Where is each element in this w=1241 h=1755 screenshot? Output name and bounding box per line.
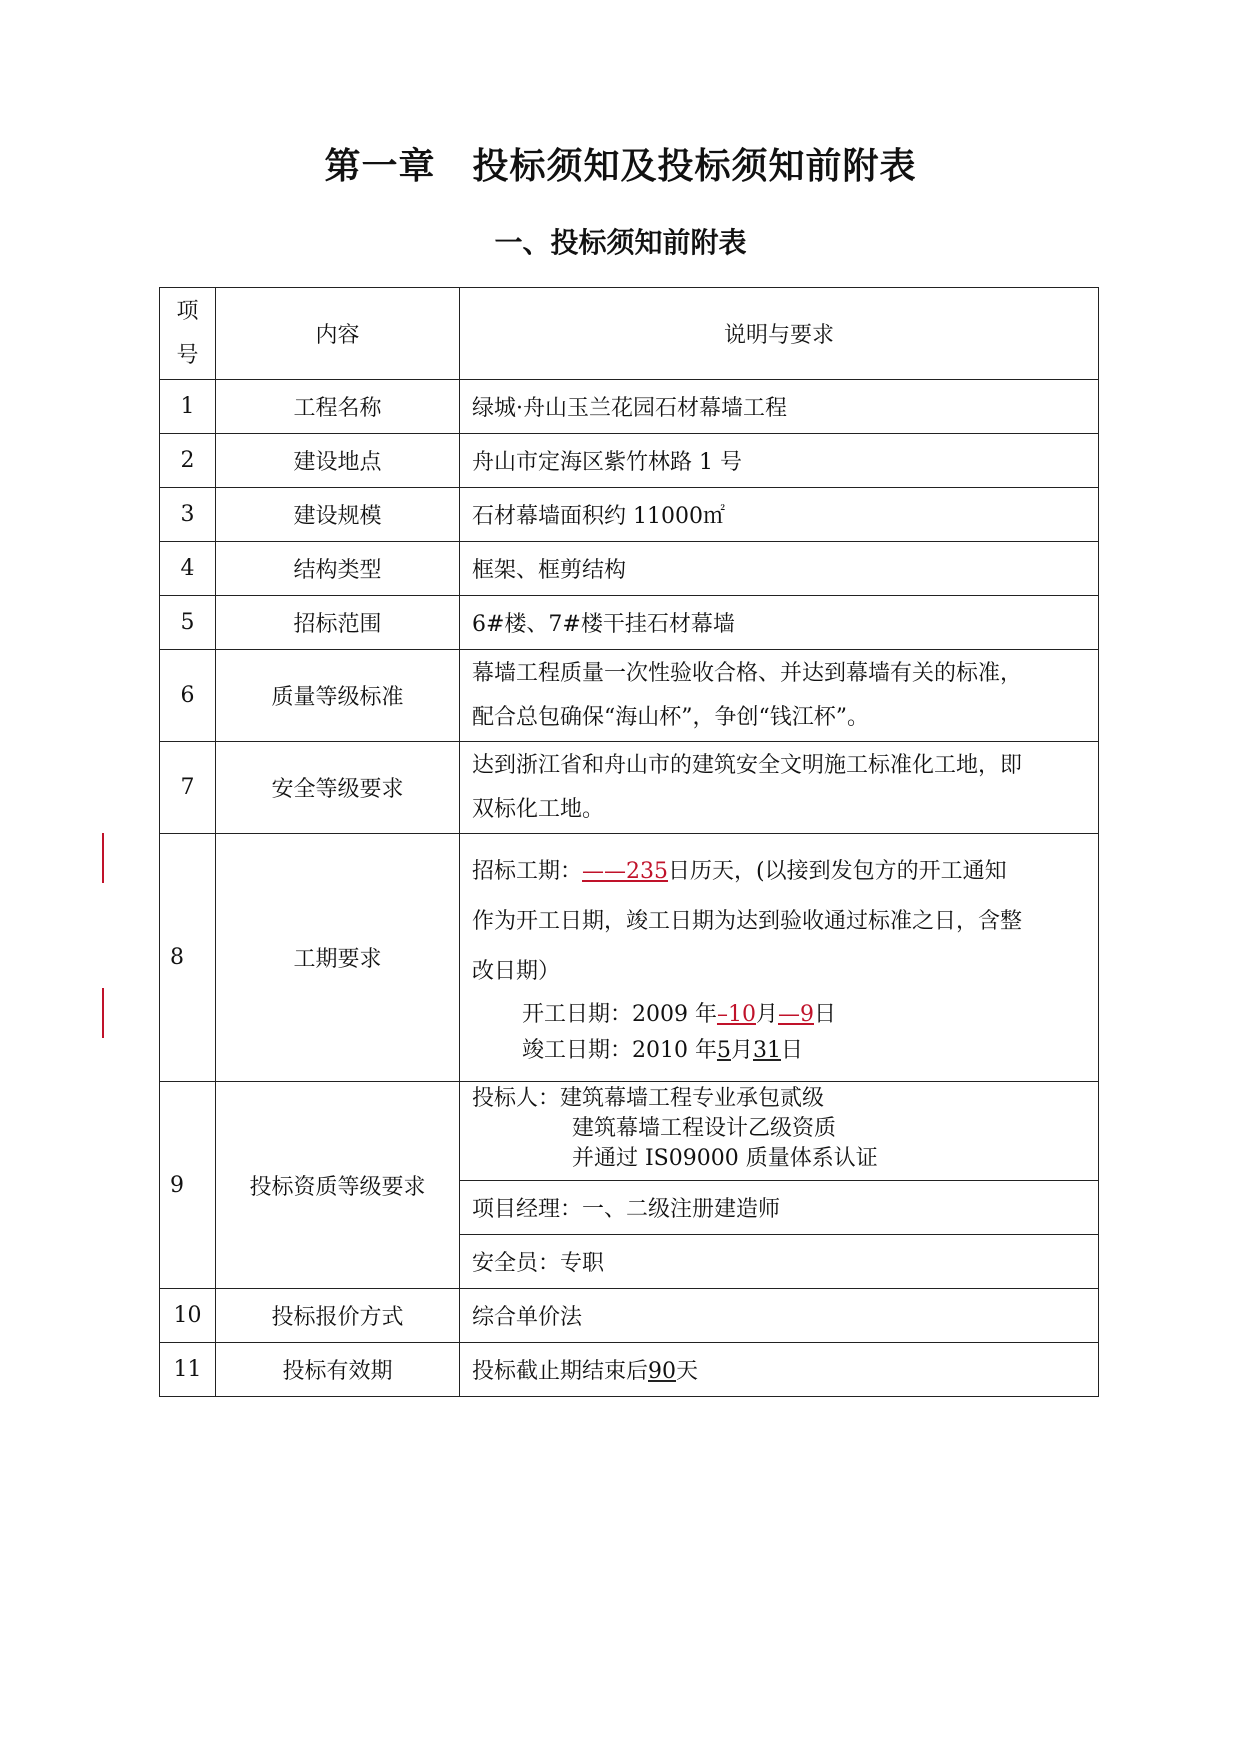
row-item: 工期要求	[216, 834, 460, 1082]
month-char: 月	[730, 1037, 753, 1063]
row-number: 7	[160, 742, 216, 834]
header-content-2: 容	[337, 323, 360, 348]
description-line: 达到浙江省和舟山市的建筑安全文明施工标准化工地，即	[472, 752, 1023, 778]
bidder-label: 投标人：	[472, 1086, 561, 1111]
validity-prefix: 投标截止期结束后	[472, 1359, 649, 1384]
table-row	[160, 542, 1099, 596]
row-item: 质量等级标准	[216, 650, 460, 742]
header-content	[216, 288, 460, 380]
bidder-line	[472, 1084, 1090, 1114]
bid-instructions-table	[159, 287, 1099, 1397]
table-row	[160, 834, 1099, 1082]
row-description: 6#楼、7#楼干挂石材幕墙	[460, 596, 1099, 650]
row-number: 3	[160, 488, 216, 542]
row-number: 8	[160, 834, 216, 1082]
table-row	[160, 1289, 1099, 1343]
description-line: 配合总包确保“海山杯”，争创“钱江杯”。	[472, 704, 869, 730]
start-date-line	[472, 997, 1090, 1033]
period-label: 招标工期：	[472, 858, 583, 884]
row-item: 招标范围	[216, 596, 460, 650]
header-number-1: 项	[176, 298, 199, 324]
row-description	[460, 650, 1099, 742]
row-description: 绿城·舟山玉兰花园石材幕墙工程	[460, 380, 1099, 434]
row-number: 2	[160, 434, 216, 488]
row-item: 投标有效期	[216, 1343, 460, 1397]
revision-mark	[102, 833, 104, 883]
table-row	[160, 380, 1099, 434]
description-line: 双标化工地。	[472, 796, 605, 822]
revision-mark	[102, 988, 104, 1038]
month-char: 月	[755, 1001, 778, 1027]
row-number: 6	[160, 650, 216, 742]
row-item: 建设地点	[216, 434, 460, 488]
period-line-2: 作为开工日期，竣工日期为达到验收通过标准之日，含整	[472, 908, 1023, 934]
table-row	[160, 596, 1099, 650]
header-number	[160, 288, 216, 380]
end-date-line	[472, 1033, 1090, 1069]
row-number: 5	[160, 596, 216, 650]
period-line-3: 改日期）	[472, 958, 561, 984]
table-row	[160, 488, 1099, 542]
period-rest: 日历天，(以接到发包方的开工通知	[668, 858, 1007, 884]
description-line: 幕墙工程质量一次性验收合格、并达到幕墙有关的标准，	[472, 660, 1023, 686]
bidder-qualification	[460, 1082, 1098, 1180]
table-row	[160, 742, 1099, 834]
table-row	[160, 650, 1099, 742]
row-number: 4	[160, 542, 216, 596]
validity-suffix: 天	[676, 1359, 699, 1384]
header-number-2: 号	[176, 342, 199, 368]
table-header-row	[160, 288, 1099, 380]
row-description: 框架、框剪结构	[460, 542, 1099, 596]
section-title: 一、投标须知前附表	[494, 226, 747, 259]
row-number: 1	[160, 380, 216, 434]
end-month: 5	[716, 1037, 731, 1063]
row-item: 结构类型	[216, 542, 460, 596]
row-description: 综合单价法	[460, 1289, 1099, 1343]
validity-days: 90	[648, 1359, 677, 1384]
period-line	[472, 847, 1090, 897]
row-item: 安全等级要求	[216, 742, 460, 834]
row-number: 9	[160, 1082, 216, 1289]
safety-officer-requirement: 安全员：专职	[460, 1234, 1098, 1288]
row-description: 舟山市定海区紫竹林路 1 号	[460, 434, 1099, 488]
table-row	[160, 1082, 1099, 1289]
row-item: 投标资质等级要求	[216, 1082, 460, 1289]
header-description: 说明与要求	[460, 288, 1099, 380]
day-char: 日	[814, 1001, 837, 1027]
start-day: —9	[778, 1001, 814, 1027]
table-row	[160, 434, 1099, 488]
row-description	[460, 1343, 1099, 1397]
chapter-title: 第一章 投标须知及投标须知前附表	[324, 146, 917, 187]
end-day: 31	[753, 1037, 781, 1063]
table-row	[160, 1343, 1099, 1397]
day-char: 日	[781, 1037, 804, 1063]
row-item: 工程名称	[216, 380, 460, 434]
row-description	[460, 834, 1099, 1082]
bidder-requirement: 建筑幕墙工程设计乙级资质	[572, 1116, 837, 1141]
period-value: ——235	[582, 858, 669, 884]
project-manager-requirement: 项目经理：一、二级注册建造师	[460, 1180, 1098, 1234]
row-description	[460, 1082, 1099, 1289]
row-item: 建设规模	[216, 488, 460, 542]
header-content-1: 内	[315, 323, 338, 348]
bidder-requirement: 并通过 IS09000 质量体系认证	[572, 1146, 878, 1171]
row-number: 10	[160, 1289, 216, 1343]
row-number: 11	[160, 1343, 216, 1397]
bidder-requirement: 建筑幕墙工程专业承包贰级	[560, 1086, 825, 1111]
row-description: 石材幕墙面积约 11000㎡	[460, 488, 1099, 542]
start-date-label: 开工日期：2009 年	[522, 1001, 717, 1027]
row-description	[460, 742, 1099, 834]
end-date-label: 竣工日期：2010 年	[522, 1037, 717, 1063]
row-item: 投标报价方式	[216, 1289, 460, 1343]
start-month: –10	[716, 1001, 756, 1027]
